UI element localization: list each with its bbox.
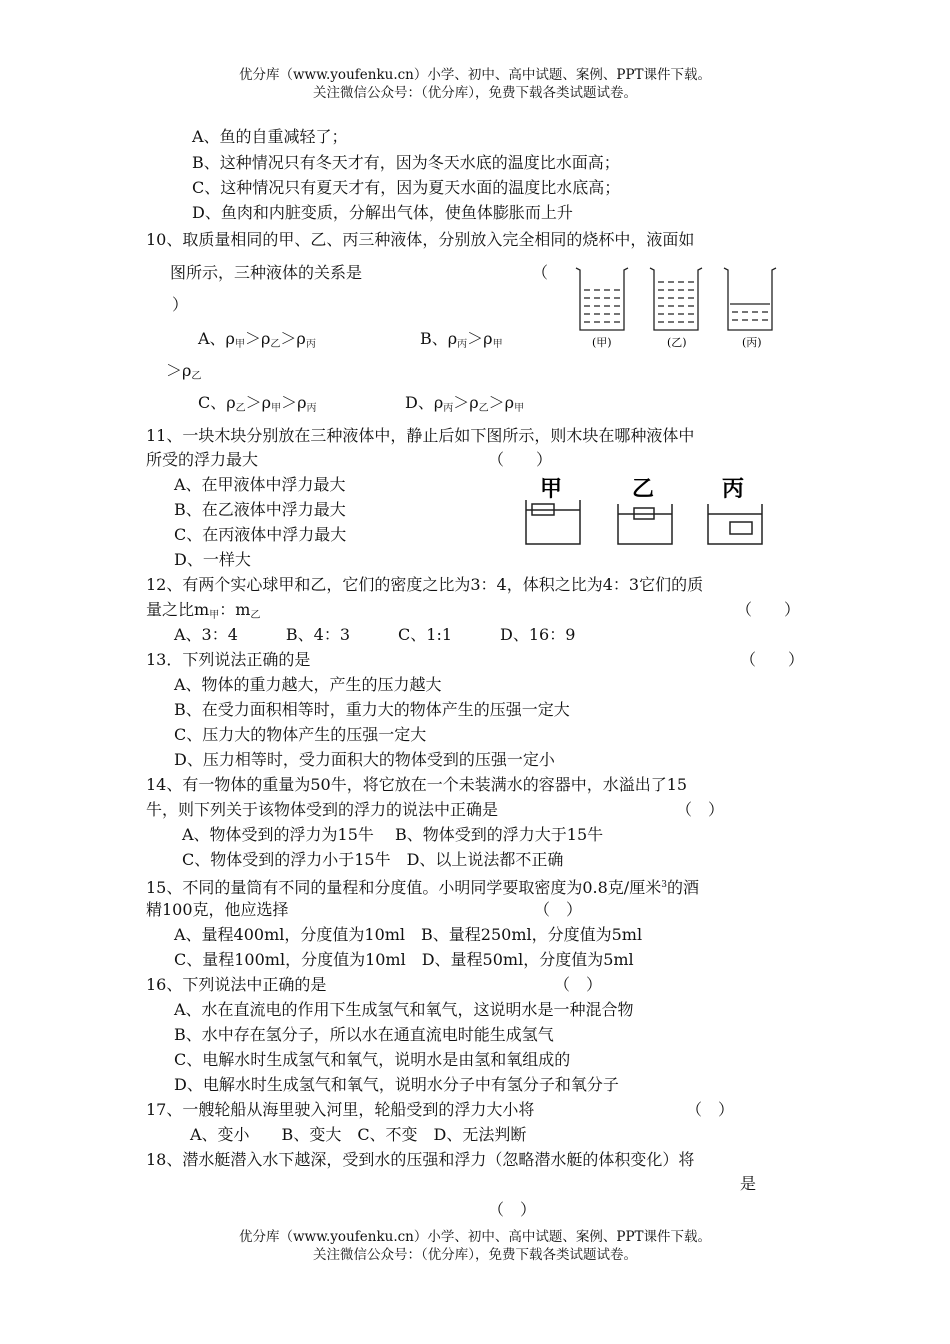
q18-stem-line-1: 18、潜水艇潜入水下越深，受到水的压强和浮力（忽略潜水艇的体积变化）将 <box>146 1150 695 1169</box>
q10-option-b: B、$\rho_丙>\rho_甲$ <box>420 329 503 350</box>
q10-paren-close: ） <box>172 295 189 314</box>
q12-stem-line-1: 12、有两个实心球甲和乙，它们的密度之比为3：4，体积之比为4：3它们的质 <box>146 575 704 594</box>
q17-answer-paren: （ ） <box>686 1100 735 1119</box>
beaker-label-bing: (丙) <box>742 336 762 349</box>
q10-stem-line-1: 10、取质量相同的甲、乙、丙三种液体，分别放入完全相同的烧杯中，液面如 <box>146 230 695 249</box>
container-label-jia: 甲 <box>540 477 563 502</box>
container-jia <box>526 500 580 544</box>
header-line-1: 优分库（www.youfenku.cn）小学、初中、高中试题、案例、PPT课件下载。 <box>238 67 712 83</box>
q10-option-c: C、$\rho_乙>\rho_甲>\rho_丙$ <box>198 393 317 414</box>
q17-options: A、变小 B、变大 C、不变 D、无法判断 <box>190 1125 527 1144</box>
q10-stem-line-2: 图所示，三种液体的关系是 <box>170 263 363 282</box>
q13-option-b: B、在受力面积相等时，重力大的物体产生的压强一定大 <box>174 700 570 719</box>
q11-option-c: C、在丙液体中浮力最大 <box>174 525 347 544</box>
header-line-2: 关注微信公众号：（优分库），免费下载各类试题试卷。 <box>313 85 637 101</box>
container-label-bing: 丙 <box>722 477 745 502</box>
beaker-yi <box>650 268 702 330</box>
q16-option-d: D、电解水时生成氢气和氧气，说明水分子中有氢分子和氧分子 <box>174 1075 619 1094</box>
q15-options-ab: A、量程400ml，分度值为10ml B、量程250ml，分度值为5ml <box>174 925 643 944</box>
q17-stem: 17、一艘轮船从海里驶入河里，轮船受到的浮力大小将 <box>146 1100 535 1119</box>
q14-answer-paren: （ ） <box>676 800 725 819</box>
q14-options-cd: C、物体受到的浮力小于15牛 D、以上说法都不正确 <box>182 850 564 869</box>
q16-stem: 16、下列说法中正确的是 <box>146 975 327 994</box>
q16-answer-paren: （ ） <box>554 975 603 994</box>
q9-option-d: D、鱼肉和内脏变质，分解出气体，使鱼体膨胀而上升 <box>192 203 573 222</box>
container-bing <box>708 504 762 544</box>
footer-line-2: 关注微信公众号：（优分库），免费下载各类试题试卷。 <box>313 1247 637 1263</box>
q16-option-b: B、水中存在氢分子，所以水在通直流电时能生成氢气 <box>174 1025 554 1044</box>
q15-options-cd: C、量程100ml，分度值为10ml D、量程50ml，分度值为5ml <box>174 950 634 969</box>
q11-containers-figure <box>520 474 790 550</box>
q14-options-ab: A、物体受到的浮力为15牛 B、物体受到的浮力大于15牛 <box>182 825 604 844</box>
q10-option-b-continued: $>\rho_乙$ <box>166 361 202 382</box>
q15-answer-paren: （ ） <box>534 900 583 919</box>
q12-options: A、3：4 B、4：3 C、1:1 D、16：9 <box>174 625 576 644</box>
q14-stem-line-2: 牛，则下列关于该物体受到的浮力的说法中正确是 <box>146 800 499 819</box>
footer-line-1: 优分库（www.youfenku.cn）小学、初中、高中试题、案例、PPT课件下载。 <box>238 1229 712 1245</box>
q11-stem-line-2: 所受的浮力最大 <box>146 450 259 469</box>
beaker-bing <box>724 268 776 330</box>
q15-stem-line-1: 15、不同的量筒有不同的量程和分度值。小明同学要取密度为0.8克/厘米$^3$的酒 <box>146 878 699 897</box>
q11-option-a: A、在甲液体中浮力最大 <box>174 475 346 494</box>
q16-option-a: A、水在直流电的作用下生成氢气和氧气，这说明水是一种混合物 <box>174 1000 634 1019</box>
q9-option-c: C、这种情况只有夏天才有，因为夏天水面的温度比水底高； <box>192 178 621 197</box>
beaker-label-jia: (甲) <box>592 336 612 349</box>
q11-option-d: D、一样大 <box>174 550 251 569</box>
q10-beakers-figure <box>570 262 790 358</box>
q15-stem-line-2: 精100克，他应选择 <box>146 900 289 919</box>
wood-block-bing <box>730 522 752 534</box>
q12-answer-paren: （ ） <box>736 600 801 619</box>
q14-stem-line-1: 14、有一物体的重量为50牛，将它放在一个未装满水的容器中，水溢出了15 <box>146 775 688 794</box>
beaker-jia <box>576 268 628 330</box>
q13-option-c: C、压力大的物体产生的压强一定大 <box>174 725 427 744</box>
q12-stem-line-2: 量之比$m_甲$：$m_乙$ <box>146 600 261 621</box>
q10-paren-open: （ <box>532 263 549 282</box>
container-yi <box>618 504 672 544</box>
q9-option-a: A、鱼的自重减轻了； <box>192 127 348 146</box>
q11-option-b: B、在乙液体中浮力最大 <box>174 500 346 519</box>
beaker-label-yi: (乙) <box>667 336 687 349</box>
q10-option-d: D、$\rho_丙>\rho_乙>\rho_甲$ <box>405 393 525 414</box>
q18-answer-paren: （ ） <box>488 1200 537 1219</box>
q18-stem-line-2: 是 <box>740 1174 757 1193</box>
q13-stem: 13．下列说法正确的是 <box>146 650 311 669</box>
q11-answer-paren: （ ） <box>488 450 553 469</box>
q9-option-b: B、这种情况只有冬天才有，因为冬天水底的温度比水面高； <box>192 153 620 172</box>
container-label-yi: 乙 <box>632 477 655 502</box>
q13-answer-paren: （ ） <box>740 650 805 669</box>
q16-option-c: C、电解水时生成氢气和氧气，说明水是由氢和氧组成的 <box>174 1050 571 1069</box>
q13-option-a: A、物体的重力越大，产生的压力越大 <box>174 675 442 694</box>
q11-stem-line-1: 11、一块木块分别放在三种液体中，静止后如下图所示，则木块在哪种液体中 <box>146 426 695 445</box>
q13-option-d: D、压力相等时，受力面积大的物体受到的压强一定小 <box>174 750 555 769</box>
q10-option-a: A、$\rho_甲>\rho_乙>\rho_丙$ <box>198 329 316 350</box>
